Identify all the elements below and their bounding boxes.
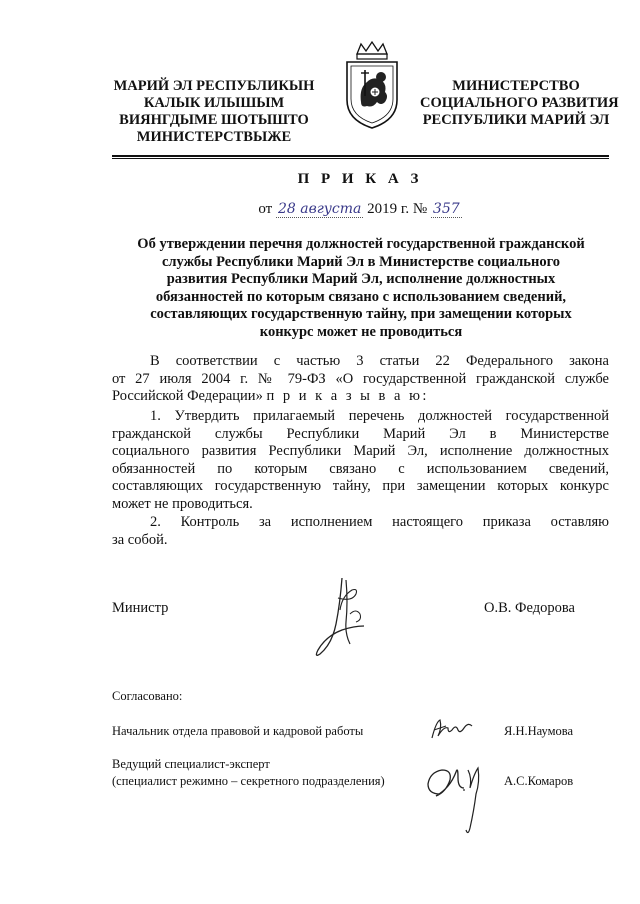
approver-1-position: Начальник отдела правовой и кадровой работы xyxy=(112,724,364,738)
body-line xyxy=(112,388,609,406)
order-number-handwritten: 357 xyxy=(432,201,460,217)
body-line: от 27 июля 2004 г. № 79-ФЗ «О государственной гражданской службе xyxy=(112,370,609,387)
subject-line: Об утверждении перечня должностей государственной гражданской xyxy=(137,236,585,252)
order-from-label: от xyxy=(258,201,273,217)
body-line: 1. Утвердить прилагаемый перечень должностей государственной xyxy=(150,408,609,424)
approver-1-signature-icon xyxy=(430,714,474,744)
subject-line: составляющих государственную тайну, при замещении которых xyxy=(150,306,572,322)
body-line-text: Российской Федерации» xyxy=(112,388,263,404)
body-line: за собой. xyxy=(112,531,168,548)
body-line: гражданской службы Республики Марий Эл в Министерстве xyxy=(112,425,609,442)
header-right-line: МИНИСТЕРСТВО xyxy=(452,78,580,94)
header-left-line: КАЛЫК ИЛЫШЫМ xyxy=(143,95,285,111)
subject-line: развития Республики Марий Эл, исполнение должностных xyxy=(166,271,556,287)
minister-signature-icon xyxy=(312,574,372,662)
header-left-line: ВИЯНГДЫМЕ ШОТЫШТО xyxy=(119,112,309,128)
coat-of-arms-icon xyxy=(341,40,403,132)
order-title: П Р И К А З xyxy=(297,171,423,187)
approvals-label: Согласовано: xyxy=(112,689,183,703)
body-line: 2. Контроль за исполнением настоящего приказа оставляю xyxy=(150,514,609,530)
header-left-line: МАРИЙ ЭЛ РЕСПУБЛИКЫН xyxy=(113,78,315,94)
signatory-name: О.В. Федорова xyxy=(484,600,575,616)
signatory-position: Министр xyxy=(112,600,169,616)
header-left-ministry-mari xyxy=(108,78,320,146)
approver-2-signature-icon xyxy=(420,748,490,840)
order-subject xyxy=(112,236,610,341)
clause-1-paragraph xyxy=(112,408,609,513)
body-line: составляющих государственную тайну, при замещении которых конкурс xyxy=(112,478,609,494)
order-date-handwritten: 28 августа xyxy=(277,201,362,217)
body-line: обязанностей по которым связано с использованием сведений, xyxy=(112,460,609,477)
subject-line: конкурс может не проводиться xyxy=(259,323,463,340)
approver-1-name: Я.Н.Наумова xyxy=(504,724,574,738)
subject-line: обязанностей по которым связано с использованием сведений, xyxy=(155,288,567,305)
approver-2-position: Ведущий специалист-эксперт xyxy=(112,757,270,771)
body-line: может не проводиться. xyxy=(112,495,253,512)
approver-2-name: А.С.Комаров xyxy=(504,774,574,788)
header-right-line: СОЦИАЛЬНОГО РАЗВИТИЯ xyxy=(420,95,619,111)
header-left-line: МИНИСТЕРСТВЫЖЕ xyxy=(136,129,292,145)
clause-2-paragraph xyxy=(112,514,609,549)
header-divider xyxy=(112,155,609,159)
body-line: социального развития Республики Марий Эл, исполнение должностных xyxy=(112,443,609,459)
header-right-line: РЕСПУБЛИКИ МАРИЙ ЭЛ xyxy=(422,112,610,128)
order-date-line xyxy=(110,201,610,218)
body-line: В соответствии с частью 3 статьи 22 Федерального закона xyxy=(150,353,609,369)
order-year-number-label: 2019 г. № xyxy=(367,201,428,217)
decree-word: п р и к а з ы в а ю: xyxy=(266,388,429,404)
header-right-ministry-ru xyxy=(420,78,619,129)
subject-line: службы Республики Марий Эл в Министерстве социального xyxy=(161,253,561,270)
preamble-paragraph xyxy=(112,353,609,406)
approver-2-position-detail: (специалист режимно – секретного подразделения) xyxy=(112,774,385,788)
